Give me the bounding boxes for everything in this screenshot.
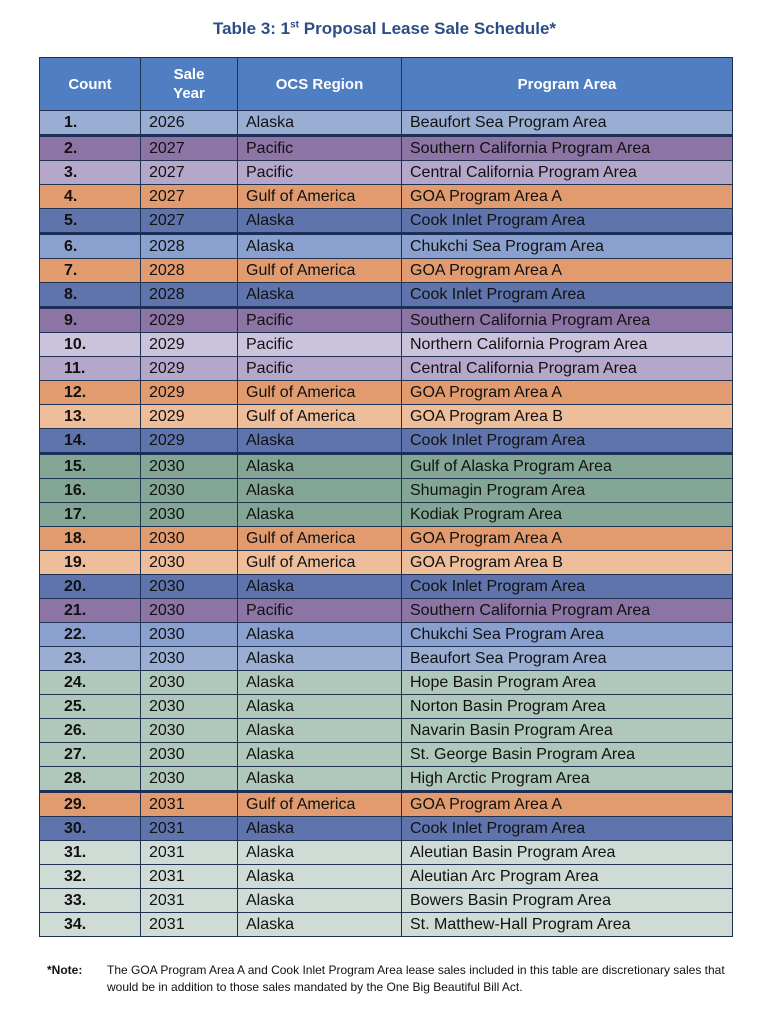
cell-year: 2030 (141, 503, 238, 527)
cell-program: Southern California Program Area (402, 308, 733, 333)
table-row (40, 357, 733, 381)
cell-count: 23. (40, 647, 141, 671)
cell-region: Gulf of America (238, 527, 402, 551)
cell-region: Alaska (238, 623, 402, 647)
cell-program: Kodiak Program Area (402, 503, 733, 527)
table-row (40, 575, 733, 599)
table-row (40, 889, 733, 913)
cell-region: Alaska (238, 889, 402, 913)
cell-region: Pacific (238, 357, 402, 381)
table-row (40, 647, 733, 671)
cell-count: 30. (40, 817, 141, 841)
cell-program: Central California Program Area (402, 161, 733, 185)
cell-region: Pacific (238, 136, 402, 161)
cell-program: Norton Basin Program Area (402, 695, 733, 719)
cell-program: Northern California Program Area (402, 333, 733, 357)
cell-region: Gulf of America (238, 381, 402, 405)
cell-program: Cook Inlet Program Area (402, 429, 733, 454)
cell-count: 4. (40, 185, 141, 209)
cell-program: Gulf of Alaska Program Area (402, 454, 733, 479)
cell-year: 2028 (141, 259, 238, 283)
cell-year: 2029 (141, 308, 238, 333)
cell-program: Bowers Basin Program Area (402, 889, 733, 913)
cell-region: Gulf of America (238, 405, 402, 429)
header-ocs-region: OCS Region (238, 58, 402, 111)
cell-program: Central California Program Area (402, 357, 733, 381)
cell-program: Chukchi Sea Program Area (402, 234, 733, 259)
cell-region: Alaska (238, 429, 402, 454)
cell-region: Gulf of America (238, 259, 402, 283)
cell-program: High Arctic Program Area (402, 767, 733, 792)
table-row (40, 503, 733, 527)
cell-program: Cook Inlet Program Area (402, 575, 733, 599)
table-title: Table 3: 1st Proposal Lease Sale Schedule* (212, 19, 557, 38)
cell-year: 2031 (141, 865, 238, 889)
cell-count: 3. (40, 161, 141, 185)
cell-program: Aleutian Arc Program Area (402, 865, 733, 889)
cell-region: Alaska (238, 743, 402, 767)
cell-count: 25. (40, 695, 141, 719)
table-row (40, 743, 733, 767)
cell-program: GOA Program Area A (402, 381, 733, 405)
table-row (40, 671, 733, 695)
cell-year: 2030 (141, 527, 238, 551)
header-count: Count (40, 58, 141, 111)
cell-year: 2027 (141, 136, 238, 161)
table-row (40, 283, 733, 308)
table-row (40, 333, 733, 357)
cell-count: 28. (40, 767, 141, 792)
cell-year: 2027 (141, 185, 238, 209)
cell-region: Alaska (238, 234, 402, 259)
cell-year: 2029 (141, 381, 238, 405)
table-row (40, 209, 733, 234)
cell-count: 34. (40, 913, 141, 937)
table-row (40, 817, 733, 841)
cell-region: Alaska (238, 111, 402, 136)
footnote-label: *Note: (47, 963, 83, 977)
table-row (40, 454, 733, 479)
header-program-area: Program Area (402, 58, 733, 111)
cell-region: Alaska (238, 209, 402, 234)
cell-program: Hope Basin Program Area (402, 671, 733, 695)
cell-count: 12. (40, 381, 141, 405)
table-row (40, 234, 733, 259)
table-row (40, 429, 733, 454)
header-row (40, 58, 733, 111)
cell-year: 2030 (141, 695, 238, 719)
cell-program: Southern California Program Area (402, 136, 733, 161)
cell-count: 14. (40, 429, 141, 454)
header-sale-year: Sale Year (141, 58, 238, 111)
cell-program: Cook Inlet Program Area (402, 817, 733, 841)
cell-year: 2030 (141, 719, 238, 743)
cell-count: 13. (40, 405, 141, 429)
cell-program: Southern California Program Area (402, 599, 733, 623)
cell-region: Gulf of America (238, 185, 402, 209)
table-row (40, 136, 733, 161)
cell-region: Alaska (238, 671, 402, 695)
cell-year: 2028 (141, 234, 238, 259)
lease-sale-table (39, 57, 733, 937)
cell-year: 2031 (141, 913, 238, 937)
table-row (40, 111, 733, 136)
table-row (40, 161, 733, 185)
cell-program: Beaufort Sea Program Area (402, 111, 733, 136)
cell-region: Alaska (238, 817, 402, 841)
cell-region: Alaska (238, 575, 402, 599)
table-row (40, 381, 733, 405)
table-row (40, 719, 733, 743)
cell-count: 27. (40, 743, 141, 767)
cell-program: Cook Inlet Program Area (402, 209, 733, 234)
cell-region: Pacific (238, 599, 402, 623)
table-row (40, 308, 733, 333)
table-row (40, 527, 733, 551)
table-row (40, 841, 733, 865)
cell-region: Pacific (238, 308, 402, 333)
cell-count: 15. (40, 454, 141, 479)
cell-region: Alaska (238, 913, 402, 937)
cell-year: 2031 (141, 889, 238, 913)
table-row (40, 623, 733, 647)
cell-program: Shumagin Program Area (402, 479, 733, 503)
cell-region: Gulf of America (238, 551, 402, 575)
cell-program: GOA Program Area B (402, 405, 733, 429)
cell-year: 2028 (141, 283, 238, 308)
cell-region: Alaska (238, 767, 402, 792)
cell-year: 2031 (141, 841, 238, 865)
cell-program: GOA Program Area A (402, 259, 733, 283)
cell-year: 2030 (141, 575, 238, 599)
cell-year: 2030 (141, 551, 238, 575)
cell-region: Alaska (238, 841, 402, 865)
cell-region: Gulf of America (238, 792, 402, 817)
table-row (40, 599, 733, 623)
cell-program: GOA Program Area A (402, 185, 733, 209)
cell-year: 2031 (141, 817, 238, 841)
footnote (47, 962, 737, 996)
cell-count: 11. (40, 357, 141, 381)
table-row (40, 405, 733, 429)
cell-region: Pacific (238, 333, 402, 357)
cell-year: 2029 (141, 357, 238, 381)
cell-count: 20. (40, 575, 141, 599)
cell-program: Beaufort Sea Program Area (402, 647, 733, 671)
cell-region: Alaska (238, 695, 402, 719)
table-row (40, 865, 733, 889)
table-row (40, 259, 733, 283)
table-row (40, 913, 733, 937)
cell-count: 5. (40, 209, 141, 234)
cell-count: 33. (40, 889, 141, 913)
cell-year: 2030 (141, 599, 238, 623)
table-row (40, 695, 733, 719)
cell-count: 17. (40, 503, 141, 527)
cell-region: Alaska (238, 503, 402, 527)
cell-count: 16. (40, 479, 141, 503)
cell-count: 10. (40, 333, 141, 357)
cell-count: 22. (40, 623, 141, 647)
cell-count: 19. (40, 551, 141, 575)
cell-count: 7. (40, 259, 141, 283)
cell-year: 2031 (141, 792, 238, 817)
cell-count: 9. (40, 308, 141, 333)
cell-count: 2. (40, 136, 141, 161)
table-row (40, 792, 733, 817)
cell-year: 2027 (141, 209, 238, 234)
cell-year: 2030 (141, 647, 238, 671)
table-row (40, 185, 733, 209)
cell-year: 2029 (141, 333, 238, 357)
cell-year: 2029 (141, 405, 238, 429)
cell-program: Cook Inlet Program Area (402, 283, 733, 308)
footnote-text: The GOA Program Area A and Cook Inlet Program Area lease sales included in this table are discretionary sales that would be in addition to those sales mandated by the One Big Beautiful Bill Act. (107, 963, 725, 994)
cell-count: 1. (40, 111, 141, 136)
cell-count: 8. (40, 283, 141, 308)
cell-program: Navarin Basin Program Area (402, 719, 733, 743)
cell-region: Alaska (238, 865, 402, 889)
cell-year: 2027 (141, 161, 238, 185)
cell-year: 2030 (141, 743, 238, 767)
cell-year: 2030 (141, 454, 238, 479)
cell-program: St. Matthew-Hall Program Area (402, 913, 733, 937)
table-row (40, 767, 733, 792)
cell-year: 2030 (141, 671, 238, 695)
table-row (40, 551, 733, 575)
cell-year: 2030 (141, 623, 238, 647)
cell-year: 2026 (141, 111, 238, 136)
cell-count: 6. (40, 234, 141, 259)
cell-program: Aleutian Basin Program Area (402, 841, 733, 865)
cell-region: Pacific (238, 161, 402, 185)
cell-program: Chukchi Sea Program Area (402, 623, 733, 647)
cell-year: 2030 (141, 479, 238, 503)
cell-count: 21. (40, 599, 141, 623)
cell-program: GOA Program Area A (402, 527, 733, 551)
cell-program: GOA Program Area B (402, 551, 733, 575)
cell-region: Alaska (238, 719, 402, 743)
cell-program: St. George Basin Program Area (402, 743, 733, 767)
cell-region: Alaska (238, 283, 402, 308)
cell-count: 26. (40, 719, 141, 743)
cell-count: 29. (40, 792, 141, 817)
cell-region: Alaska (238, 479, 402, 503)
cell-count: 31. (40, 841, 141, 865)
cell-program: GOA Program Area A (402, 792, 733, 817)
cell-region: Alaska (238, 454, 402, 479)
cell-count: 24. (40, 671, 141, 695)
table-row (40, 479, 733, 503)
cell-count: 18. (40, 527, 141, 551)
cell-region: Alaska (238, 647, 402, 671)
cell-year: 2030 (141, 767, 238, 792)
cell-count: 32. (40, 865, 141, 889)
cell-year: 2029 (141, 429, 238, 454)
